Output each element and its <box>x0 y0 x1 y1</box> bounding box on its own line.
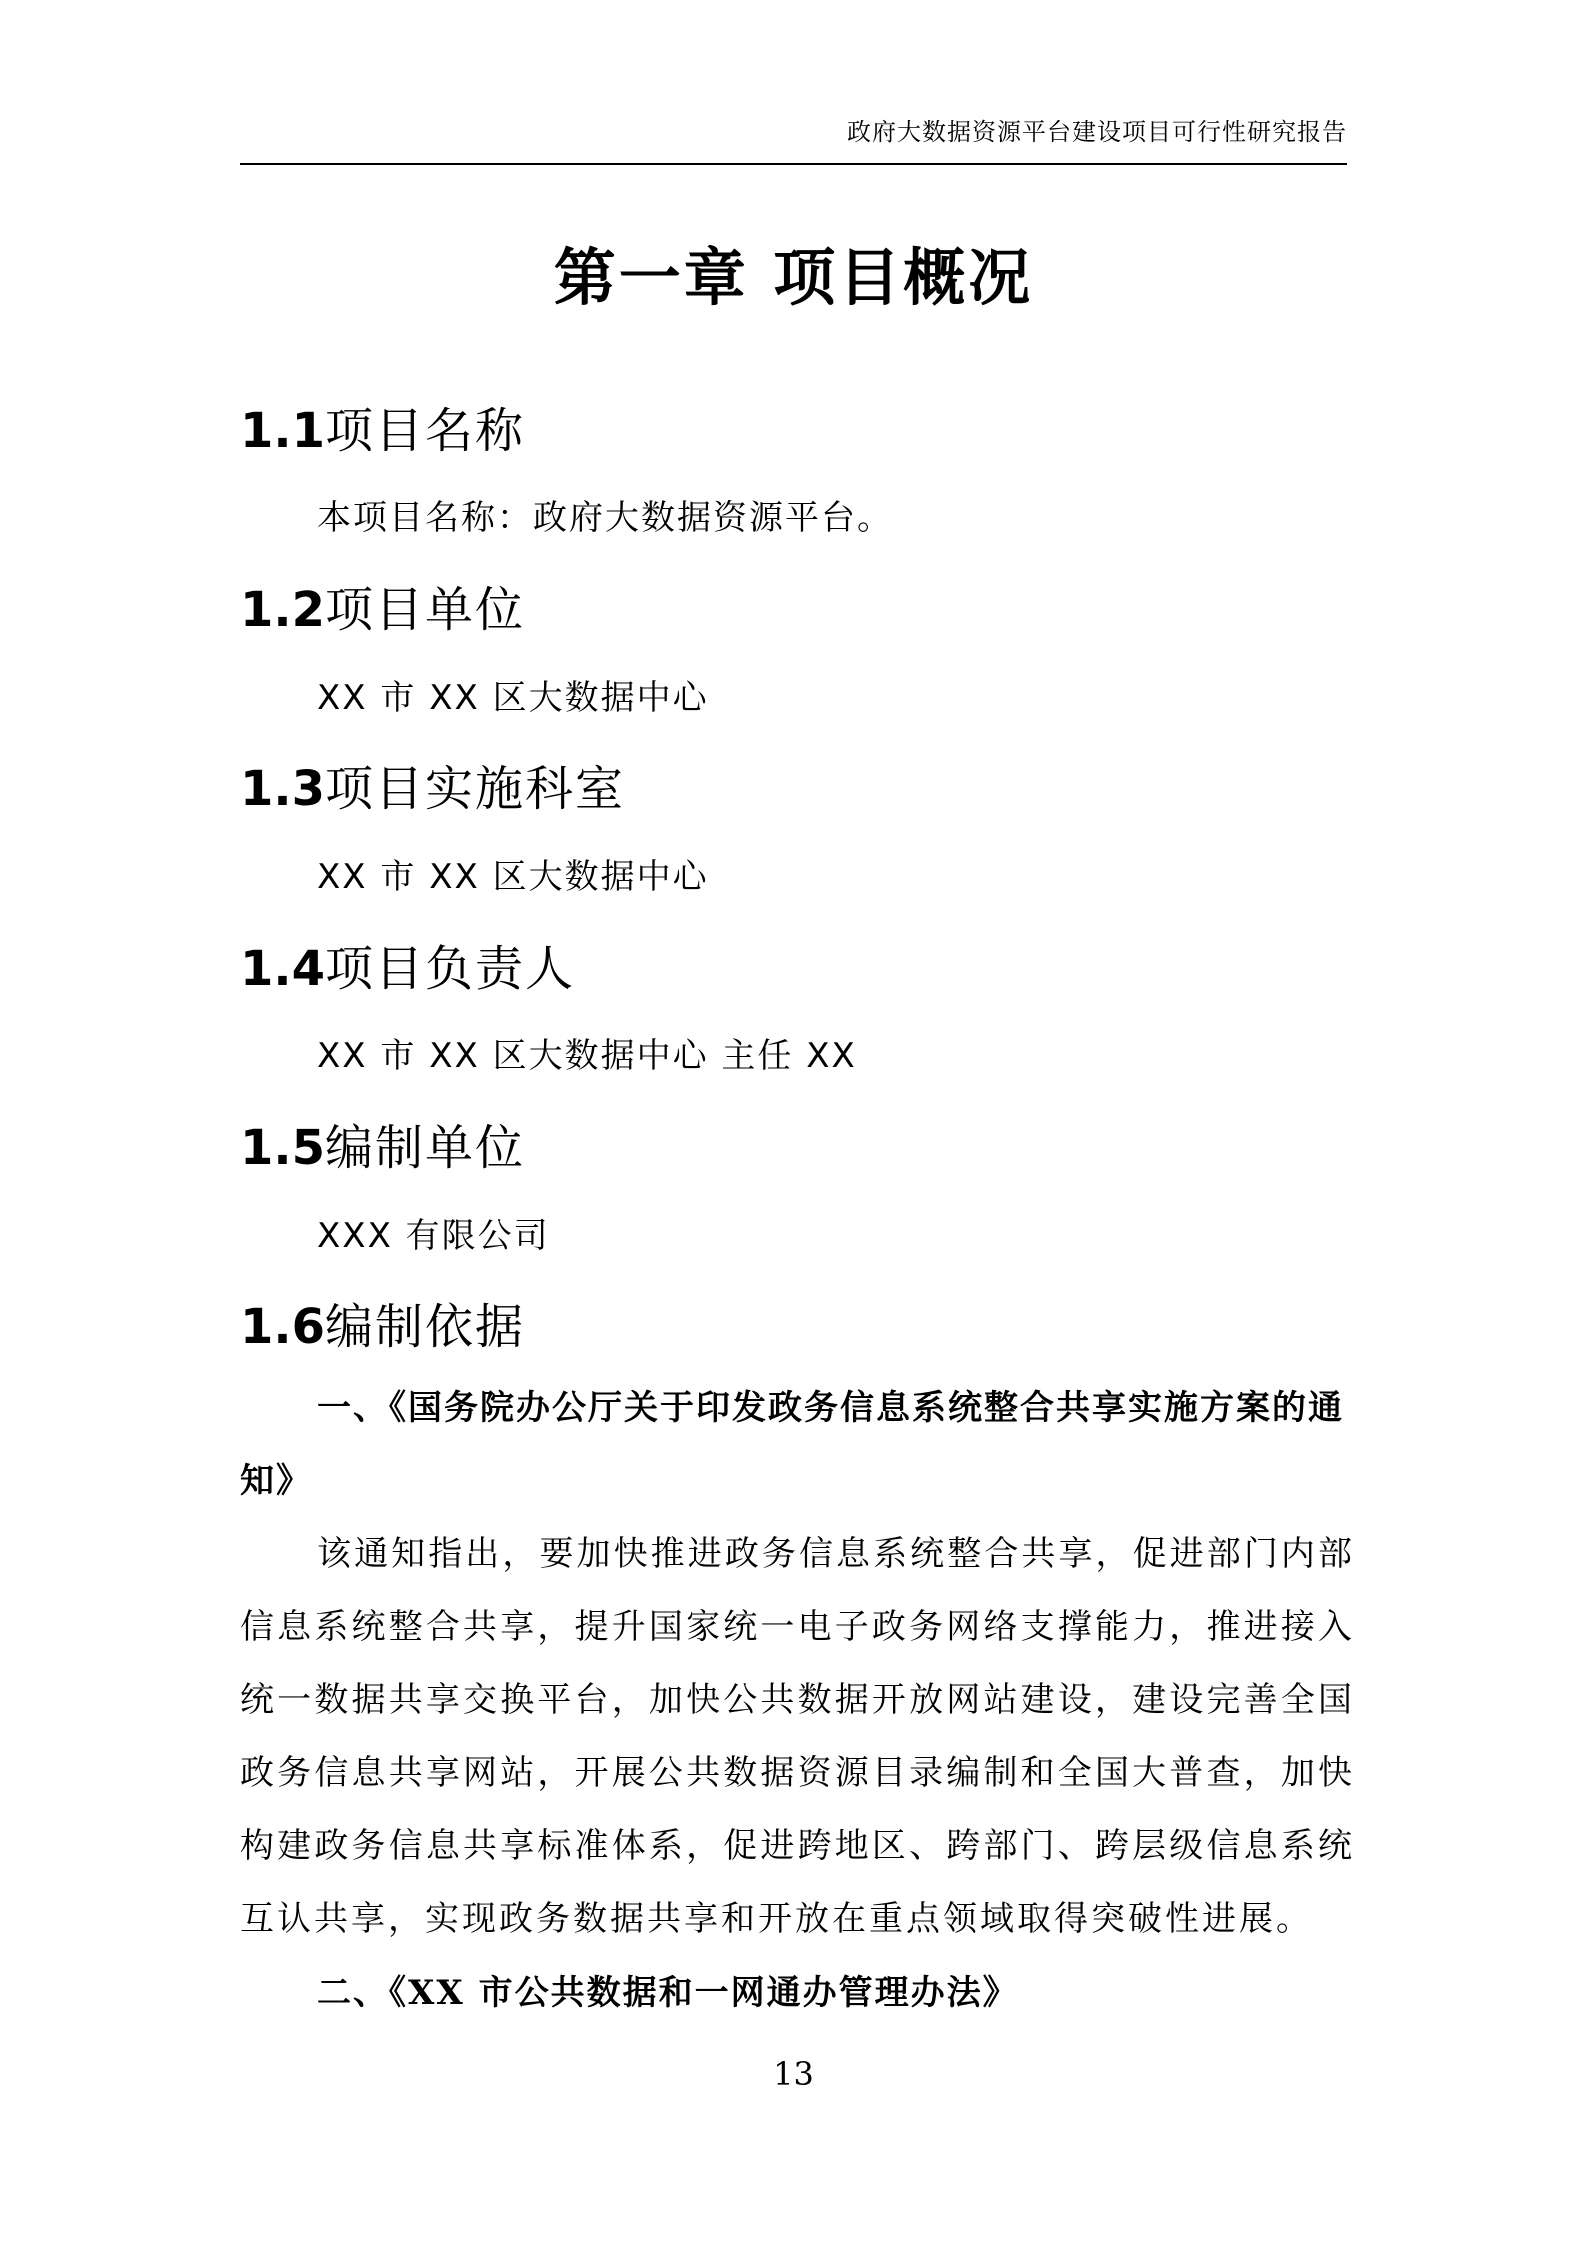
section-heading-1-4 <box>240 930 575 999</box>
section-body-1-3: XX 市 XX 区大数据中心 <box>317 857 709 897</box>
section-number: 1.5 <box>240 1120 326 1176</box>
section-title: 项目负责人 <box>325 941 576 997</box>
section-heading-1-6 <box>240 1288 525 1357</box>
basis-item-1-paragraph: 该通知指出，要加快推进政务信息系统整合共享，促进部门内部信息系统整合共享，提升国家统一电子政务网络支撑能力，推进接入统一数据共享交换平台，加快公共数据开放网站建设，建设完善全国政务信息共享网站，开展公共数据资源目录编制和全国大普查，加快构建政务信息共享标准体系，促进跨地区、跨部门、跨层级信息系统互认共享，实现政务数据共享和开放在重点领域取得突破性进展。 <box>240 1534 1355 1939</box>
section-body-1-5: XXX 有限公司 <box>317 1216 550 1256</box>
section-number: 1.3 <box>240 761 326 817</box>
section-title: 编制单位 <box>325 1120 526 1176</box>
running-header: 政府大数据资源平台建设项目可行性研究报告 <box>847 118 1347 146</box>
section-title: 编制依据 <box>325 1299 526 1355</box>
section-title: 项目名称 <box>325 403 526 459</box>
section-body-1-4: XX 市 XX 区大数据中心 主任 XX <box>317 1036 857 1076</box>
section-title: 项目单位 <box>325 582 526 638</box>
section-heading-1-5 <box>240 1109 525 1178</box>
page-number: 13 <box>773 2055 814 2093</box>
header-rule <box>240 163 1347 165</box>
section-number: 1.6 <box>240 1299 326 1355</box>
section-heading-1-1 <box>240 392 525 461</box>
section-body-1-2: XX 市 XX 区大数据中心 <box>317 678 709 718</box>
section-title: 项目实施科室 <box>325 761 626 817</box>
basis-item-2-title: 二、《XX 市公共数据和一网通办管理办法》 <box>317 1973 1019 2013</box>
section-heading-1-2 <box>240 571 525 640</box>
basis-item-1-title: 一、《国务院办公厅关于印发政务信息系统整合共享实施方案的通知》 <box>240 1388 1344 1501</box>
section-number: 1.1 <box>240 403 326 459</box>
section-number: 1.4 <box>240 941 326 997</box>
section-body-1-1: 本项目名称：政府大数据资源平台。 <box>317 498 893 538</box>
section-heading-1-3 <box>240 750 625 819</box>
chapter-title: 第一章 项目概况 <box>553 241 1034 314</box>
section-number: 1.2 <box>240 582 326 638</box>
